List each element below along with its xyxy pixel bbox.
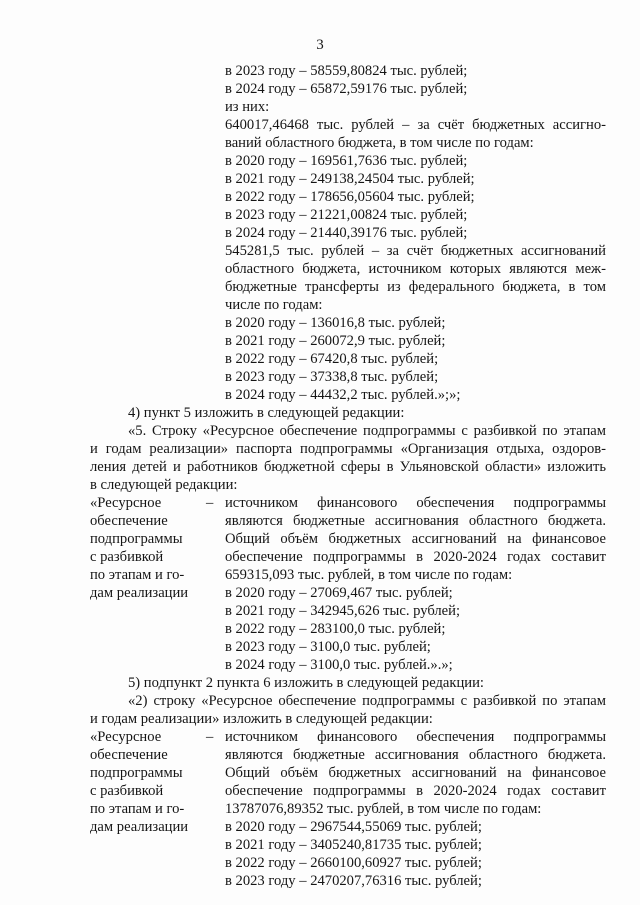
table-label: подпрограммы xyxy=(90,531,183,547)
table-text: в 2022 году – 283100,0 тыс. рублей; xyxy=(225,621,446,637)
text-line: и годам реализации» изложить в следующей редакции: xyxy=(90,711,433,727)
table-label: дам реализации xyxy=(90,585,189,601)
table-text: в 2022 году – 2660100,60927 тыс. рублей; xyxy=(225,855,482,871)
text-line: в 2023 году – 37338,8 тыс. рублей; xyxy=(225,369,439,385)
page-number: 3 xyxy=(316,37,324,53)
table-label: с разбивкой xyxy=(90,549,164,565)
table-text: в 2021 году – 3405240,81735 тыс. рублей; xyxy=(225,837,482,853)
table-label: по этапам и го- xyxy=(90,801,185,817)
text-line: в 2024 году – 65872,59176 тыс. рублей; xyxy=(225,81,468,97)
text-line: в 2024 году – 21440,39176 тыс. рублей; xyxy=(225,225,468,241)
table-text: обеспечение подпрограммы в 2020-2024 годах составит xyxy=(225,783,606,799)
table-text: в 2023 году – 3100,0 тыс. рублей; xyxy=(225,639,431,655)
text-line: в следующей редакции: xyxy=(90,477,238,493)
table-label: обеспечение xyxy=(90,747,168,763)
table-text: источником финансового обеспечения подпрограммы xyxy=(225,495,606,511)
table-text: в 2024 году – 3100,0 тыс. рублей.».»; xyxy=(225,657,453,673)
text-line: в 2022 году – 178656,05604 тыс. рублей; xyxy=(225,189,475,205)
table-label: подпрограммы xyxy=(90,765,183,781)
list-item: 5) подпункт 2 пункта 6 изложить в следующей редакции: xyxy=(128,675,484,691)
text-line: и годам реализации» паспорта подпрограммы «Организация отдыха, оздоров- xyxy=(90,441,606,457)
table-label: обеспечение xyxy=(90,513,168,529)
text-line: числе по годам: xyxy=(225,297,323,313)
table-text: в 2020 году – 2967544,55069 тыс. рублей; xyxy=(225,819,482,835)
table-label: дам реализации xyxy=(90,819,189,835)
table-text: обеспечение подпрограммы в 2020-2024 годах составит xyxy=(225,549,606,565)
table-text: 659315,093 тыс. рублей, в том числе по годам: xyxy=(225,567,513,583)
text-line: в 2020 году – 169561,7636 тыс. рублей; xyxy=(225,153,468,169)
text-line: 545281,5 тыс. рублей – за счёт бюджетных ассигнований xyxy=(225,243,606,259)
text-line: в 2020 году – 136016,8 тыс. рублей; xyxy=(225,315,446,331)
text-line: бюджетные трансферты из федерального бюджета, в том xyxy=(225,279,606,295)
text-line: 640017,46468 тыс. рублей – за счёт бюджетных ассигно- xyxy=(225,117,606,133)
table-label: «Ресурсное xyxy=(90,729,162,745)
text-line: «5. Строку «Ресурсное обеспечение подпрограммы с разбивкой по этапам xyxy=(128,423,606,439)
text-line: в 2023 году – 58559,80824 тыс. рублей; xyxy=(225,63,468,79)
text-line: из них: xyxy=(225,99,270,115)
table-text: источником финансового обеспечения подпрограммы xyxy=(225,729,606,745)
text-line: ваний областного бюджета, в том числе по годам: xyxy=(225,135,534,151)
text-line: в 2021 году – 260072,9 тыс. рублей; xyxy=(225,333,446,349)
table-text: в 2023 году – 2470207,76316 тыс. рублей; xyxy=(225,873,482,889)
table-label: по этапам и го- xyxy=(90,567,185,583)
text-line: в 2023 году – 21221,00824 тыс. рублей; xyxy=(225,207,468,223)
text-line: областного бюджета, источником которых являются меж- xyxy=(225,261,606,277)
text-line: в 2024 году – 44432,2 тыс. рублей.»;»; xyxy=(225,387,461,403)
table-text: Общий объём бюджетных ассигнований на финансовое xyxy=(225,765,606,781)
text-line: в 2022 году – 67420,8 тыс. рублей; xyxy=(225,351,439,367)
table-text: 13787076,89352 тыс. рублей, в том числе по годам: xyxy=(225,801,542,817)
table-text: в 2021 году – 342945,626 тыс. рублей; xyxy=(225,603,461,619)
table-text: являются бюджетные ассигнования областного бюджета. xyxy=(225,513,606,529)
table-text: являются бюджетные ассигнования областного бюджета. xyxy=(225,747,606,763)
table-text: Общий объём бюджетных ассигнований на финансовое xyxy=(225,531,606,547)
table-label: «Ресурсное xyxy=(90,495,162,511)
table-label: с разбивкой xyxy=(90,783,164,799)
table-dash: – xyxy=(206,495,214,511)
text-line: «2) строку «Ресурсное обеспечение подпрограммы с разбивкой по этапам xyxy=(128,693,606,709)
text-line: ления детей и работников бюджетной сферы в Ульяновской области» изложить xyxy=(90,459,606,475)
table-text: в 2020 году – 27069,467 тыс. рублей; xyxy=(225,585,453,601)
list-item: 4) пункт 5 изложить в следующей редакции: xyxy=(128,405,405,421)
table-dash: – xyxy=(206,729,214,745)
text-line: в 2021 году – 249138,24504 тыс. рублей; xyxy=(225,171,475,187)
